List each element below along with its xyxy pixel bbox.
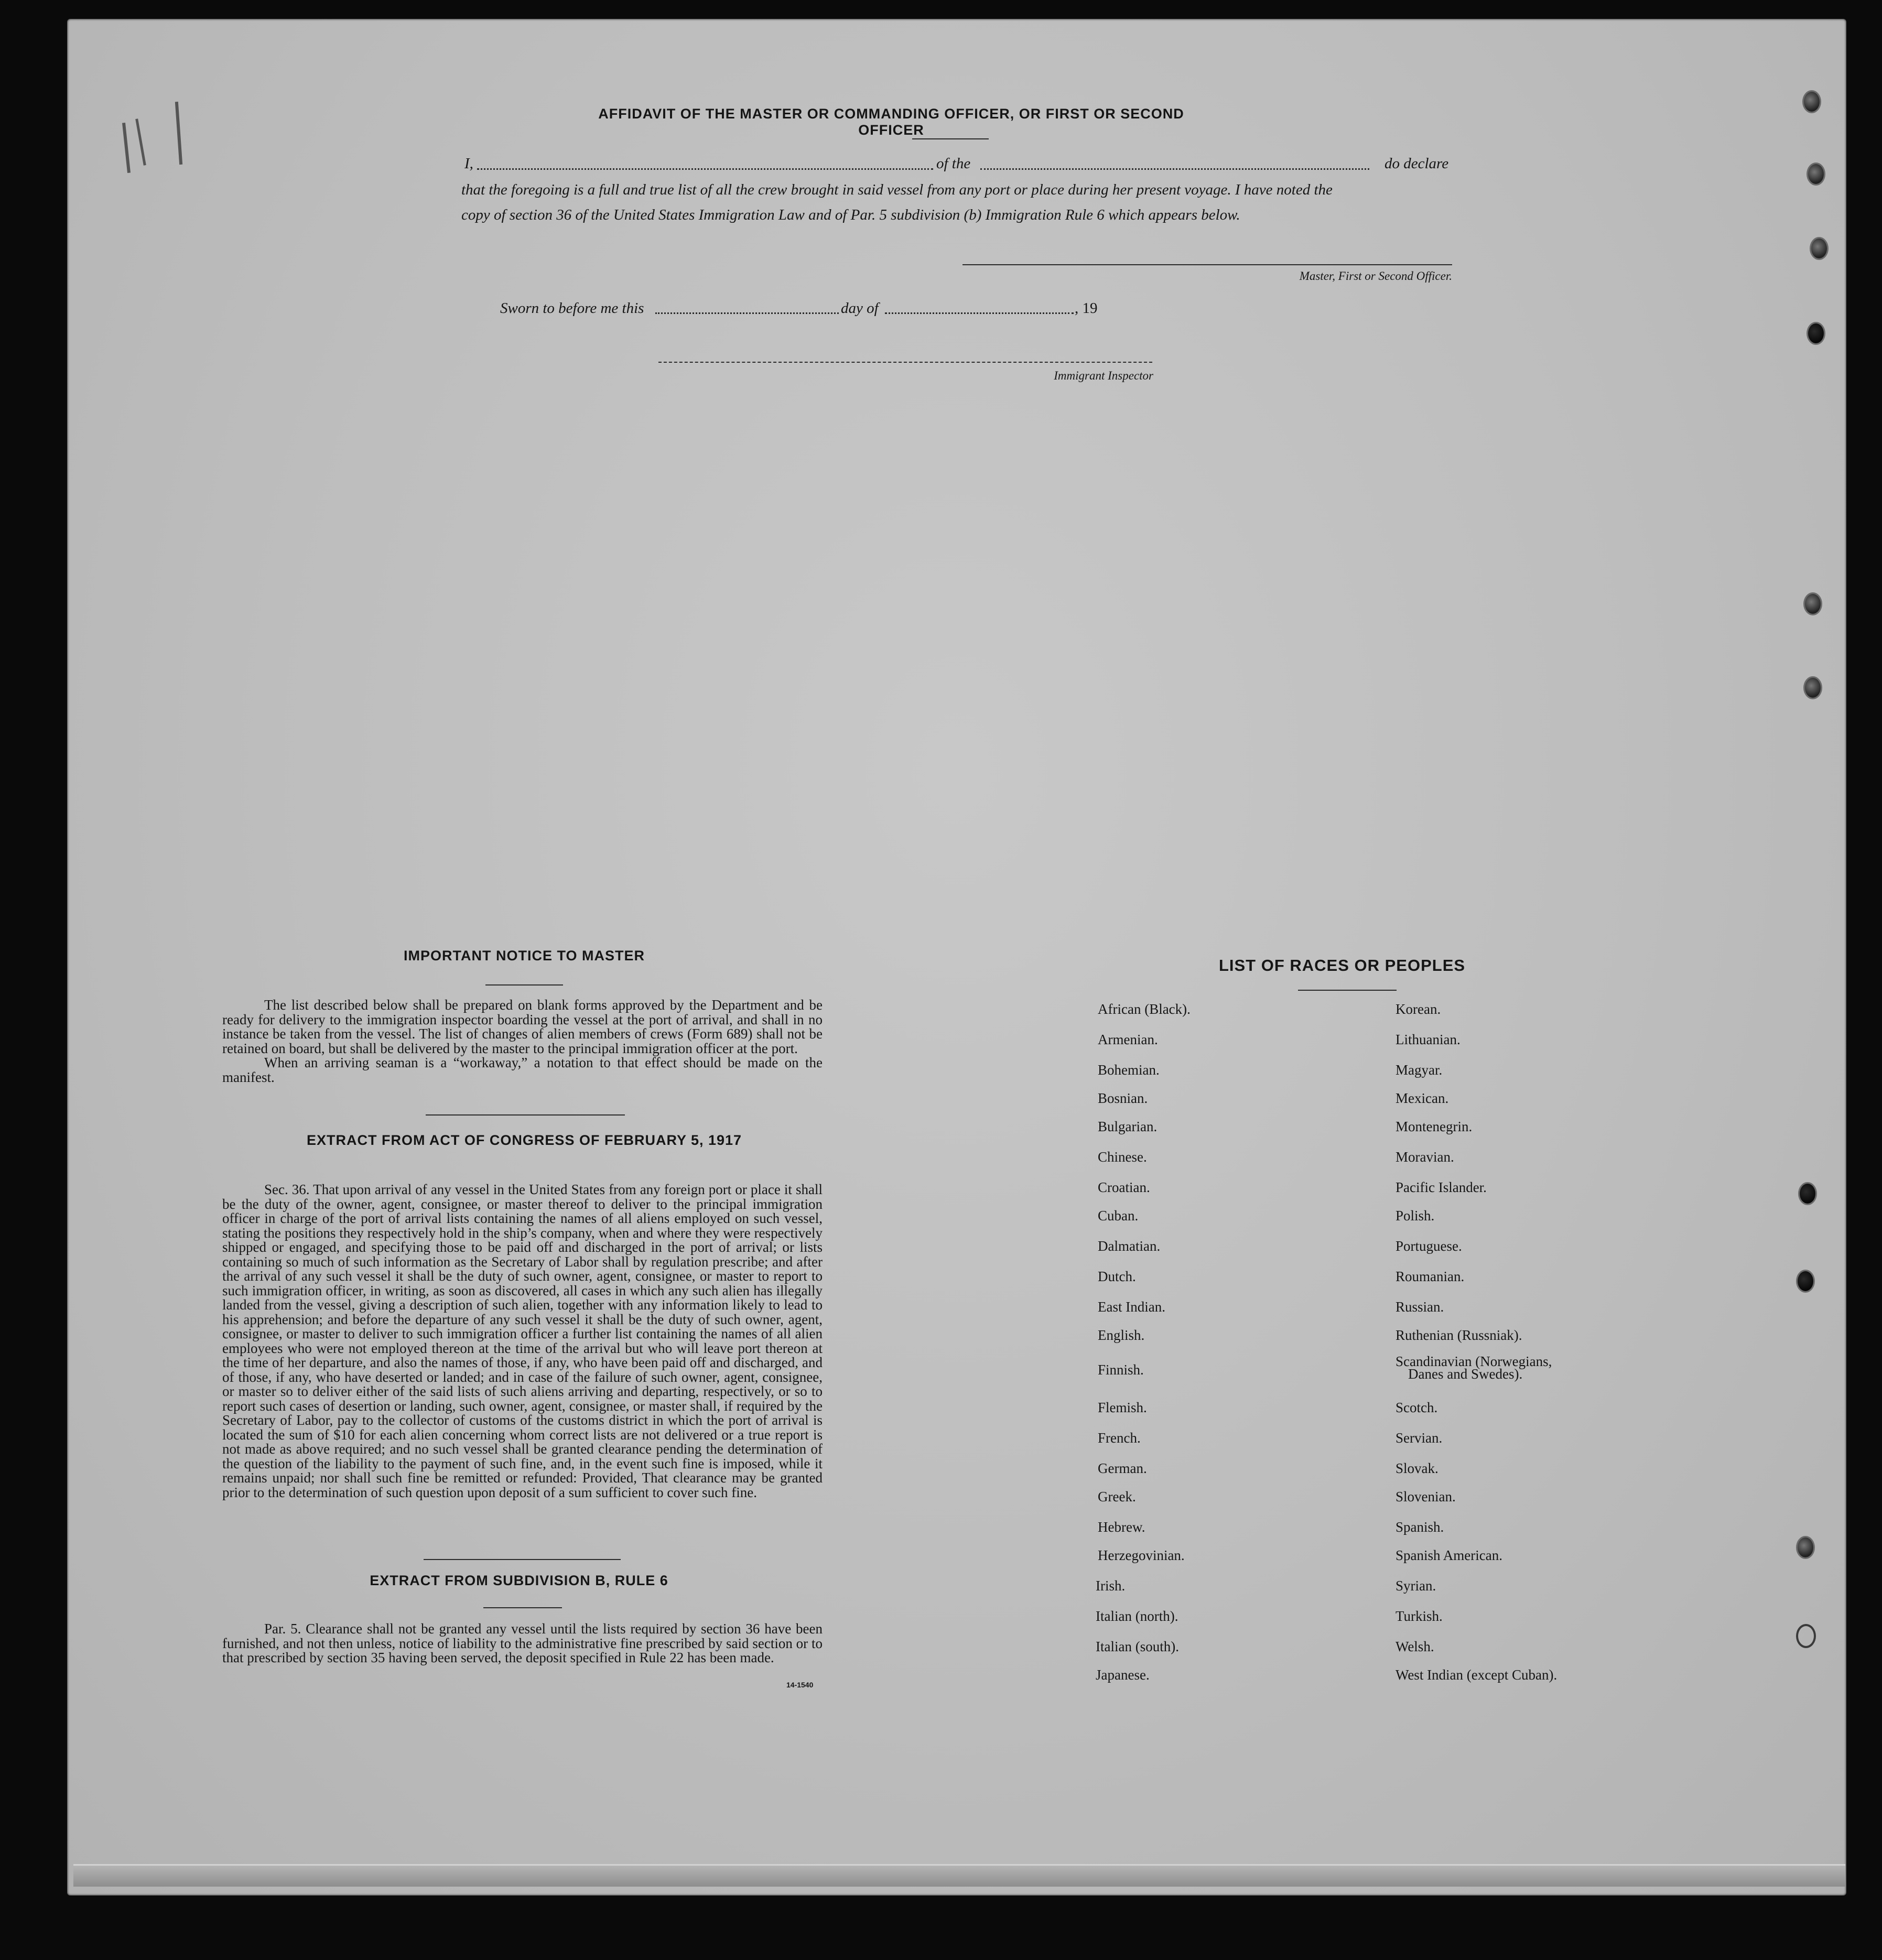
race-item: Russian. bbox=[1396, 1299, 1444, 1315]
notice-body bbox=[222, 998, 823, 1085]
race-item: Turkish. bbox=[1396, 1608, 1443, 1624]
race-item: Ruthenian (Russniak). bbox=[1396, 1327, 1522, 1343]
race-item: Italian (south). bbox=[1096, 1639, 1179, 1654]
race-item: Croatian. bbox=[1098, 1179, 1150, 1195]
races-title-underline bbox=[1298, 990, 1397, 991]
race-item: Italian (north). bbox=[1096, 1608, 1178, 1624]
rule-title-underline bbox=[483, 1607, 562, 1608]
race-item: Chinese. bbox=[1098, 1149, 1147, 1165]
race-item: West Indian (except Cuban). bbox=[1396, 1667, 1557, 1683]
race-item: English. bbox=[1098, 1327, 1145, 1343]
race-item: Hebrew. bbox=[1098, 1519, 1145, 1535]
race-item: Korean. bbox=[1396, 1001, 1441, 1017]
binder-hole bbox=[1802, 90, 1821, 113]
section-divider bbox=[426, 1114, 625, 1116]
binder-hole bbox=[1803, 592, 1822, 615]
affidavit-i: I, bbox=[464, 155, 473, 172]
sheet-bottom-edge bbox=[73, 1864, 1845, 1887]
day-of-label: day of bbox=[841, 300, 879, 317]
binder-hole bbox=[1796, 1536, 1815, 1559]
race-item: Dutch. bbox=[1098, 1269, 1136, 1284]
binder-hole bbox=[1796, 1270, 1815, 1293]
binder-hole bbox=[1803, 676, 1822, 699]
race-item: Montenegrin. bbox=[1396, 1119, 1473, 1134]
race-item: Scandinavian (Norwegians, bbox=[1396, 1353, 1552, 1369]
race-scandinavian-continuation: Danes and Swedes). bbox=[1408, 1366, 1523, 1382]
master-signature-caption: Master, First or Second Officer. bbox=[1299, 269, 1452, 283]
notice-title-underline bbox=[485, 984, 563, 986]
section-divider bbox=[424, 1559, 621, 1560]
sworn-month-field[interactable] bbox=[885, 312, 1074, 314]
race-item: Finnish. bbox=[1098, 1362, 1144, 1378]
notice-paragraph-2: When an arriving seaman is a “workaway,” a notation to that effect should be made on the manifest. bbox=[222, 1055, 823, 1085]
race-item: Bulgarian. bbox=[1098, 1119, 1158, 1134]
act-extract-title: EXTRACT FROM ACT OF CONGRESS OF FEBRUARY 5, 1917 bbox=[306, 1132, 742, 1148]
race-item: Cuban. bbox=[1098, 1208, 1139, 1223]
notice-title: IMPORTANT NOTICE TO MASTER bbox=[404, 948, 645, 963]
race-item: Spanish American. bbox=[1396, 1547, 1502, 1563]
race-item: Herzegovinian. bbox=[1098, 1547, 1185, 1563]
sworn-line bbox=[500, 296, 1129, 322]
inspector-signature-line[interactable] bbox=[658, 362, 1152, 363]
race-item: Lithuanian. bbox=[1396, 1032, 1461, 1047]
year-label: , 19 bbox=[1075, 300, 1098, 317]
inspector-caption: Immigrant Inspector bbox=[1054, 369, 1153, 382]
race-item: Welsh. bbox=[1396, 1639, 1434, 1654]
race-item: Servian. bbox=[1396, 1430, 1443, 1446]
binder-hole bbox=[1810, 237, 1829, 260]
race-item: Armenian. bbox=[1098, 1032, 1158, 1047]
race-item: Mexican. bbox=[1396, 1090, 1449, 1106]
notice-paragraph-1: The list described below shall be prepared on blank forms approved by the Department and be ready for delivery to the immigration inspector boarding the vessel at the port of arrival, and shall in no instance be taken from the vessel. The list of changes of alien members of crews (Form 689) shall not be retained on board, but shall be delivered by the master to the principal immigration officer at the port. bbox=[222, 997, 823, 1056]
rule-extract-body bbox=[222, 1622, 823, 1665]
race-item: French. bbox=[1098, 1430, 1141, 1446]
name-blank-field[interactable] bbox=[477, 168, 933, 170]
binder-hole bbox=[1807, 322, 1825, 345]
race-item: Irish. bbox=[1096, 1578, 1126, 1594]
affidavit-line1 bbox=[464, 151, 1455, 177]
master-signature-line[interactable] bbox=[962, 264, 1452, 265]
form-number: 14-1540 bbox=[786, 1681, 814, 1689]
race-item: Slovak. bbox=[1396, 1460, 1438, 1476]
race-item: Spanish. bbox=[1396, 1519, 1444, 1535]
race-item: Bohemian. bbox=[1098, 1062, 1160, 1078]
race-item: Magyar. bbox=[1396, 1062, 1443, 1078]
title-underline bbox=[912, 138, 989, 139]
race-item: Polish. bbox=[1396, 1208, 1435, 1223]
sworn-day-field[interactable] bbox=[655, 312, 839, 314]
race-item: Moravian. bbox=[1396, 1149, 1454, 1165]
sworn-label: Sworn to before me this bbox=[500, 300, 644, 317]
rule-paragraph-5: Par. 5. Clearance shall not be granted any vessel until the lists required by section 36 have been furnished, and not then unless, notice of liability to the administrative fine prescribed by said section or to that prescribed by section 35 having been served, the deposit specified in Rule 22 has been made. bbox=[222, 1621, 823, 1665]
race-item: African (Black). bbox=[1098, 1001, 1191, 1017]
race-item: East Indian. bbox=[1098, 1299, 1165, 1315]
race-item: German. bbox=[1098, 1460, 1147, 1476]
race-item: Pacific Islander. bbox=[1396, 1179, 1487, 1195]
races-title: LIST OF RACES OR PEOPLES bbox=[1218, 956, 1466, 974]
race-item: Dalmatian. bbox=[1098, 1238, 1161, 1254]
race-item: Flemish. bbox=[1098, 1400, 1147, 1415]
affidavit-of-the: of the bbox=[936, 155, 971, 172]
race-item: Greek. bbox=[1098, 1489, 1136, 1504]
race-item: Scotch. bbox=[1396, 1400, 1438, 1415]
affidavit-line3: copy of section 36 of the United States Immigration Law and of Par. 5 subdivision (b) Immigration Rule 6 which appears below. bbox=[461, 207, 1240, 223]
race-item: Slovenian. bbox=[1396, 1489, 1456, 1504]
race-item: Portuguese. bbox=[1396, 1238, 1462, 1254]
affidavit-line2: that the foregoing is a full and true list of all the crew brought in said vessel from any port or place during her present voyage. I have noted the bbox=[461, 181, 1333, 198]
race-item: Bosnian. bbox=[1098, 1090, 1148, 1106]
vessel-blank-field[interactable] bbox=[980, 168, 1369, 170]
act-section-36-text: Sec. 36. That upon arrival of any vessel in the United States from any foreign port or place it shall be the duty of the owner, agent, consignee, or master thereof to deliver to the principal immigration officer in charge of the port of arrival lists containing the names of all aliens employed on such vessel, stating the positions they respectively hold in the ship’s company, when and where they were respectively shipped or engaged, and specifying those to be paid off and discharged in the port of arrival; or lists containing so much of such information as the Secretary of Labor shall by regulation prescribe; and after the arrival of any such vessel it shall be the duty of such owner, agent, consignee, or master to report to such immigration officer, in writing, as soon as discovered, all cases in which any such alien has illegally landed from the vessel, giving a description of such alien, together with any information likely to lead to his apprehension; and before the departure of any such vessel it shall be the duty of such owner, agent, consignee, or master to deliver to such immigration officer a further list containing the names of all alien employees who were not employed thereon at the time of the arrival but who will leave port thereon at the time of her departure, and also the names of those, if any, who have been paid off and discharged, and of those, if any, who have deserted or landed; and in case of the failure of such owner, agent, consignee, or master so to deliver either of the said lists of such aliens arriving and departing, respectively, or so to report such cases of desertion or landing, such owner, agent, consignee, or master shall, if required by the Secretary of Labor, pay to the collector of customs of the customs district in which the port of arrival is located the sum of $10 for each alien concerning whom correct lists are not delivered or a true report is not made as above required; and no such vessel shall be granted clearance pending the determination of the question of the liability to the payment of such fine, and, in the event such fine is imposed, while it remains unpaid; nor shall such fine be remitted or refunded: Provided, That clearance may be granted prior to the determination of such question upon deposit of a sum sufficient to cover such fine. bbox=[222, 1182, 823, 1500]
race-item: Syrian. bbox=[1396, 1578, 1436, 1594]
binder-hole bbox=[1798, 1182, 1817, 1205]
race-item: Japanese. bbox=[1096, 1667, 1150, 1683]
binder-hole bbox=[1807, 163, 1825, 186]
act-extract-body bbox=[222, 1183, 823, 1500]
rule-extract-title: EXTRACT FROM SUBDIVISION B, RULE 6 bbox=[370, 1573, 668, 1588]
affidavit-do-declare: do declare bbox=[1385, 155, 1449, 172]
affidavit-title: AFFIDAVIT OF THE MASTER OR COMMANDING OFFICER, OR FIRST OR SECOND OFFICER bbox=[598, 106, 1184, 138]
race-item: Roumanian. bbox=[1396, 1269, 1465, 1284]
binder-hole bbox=[1796, 1624, 1816, 1648]
